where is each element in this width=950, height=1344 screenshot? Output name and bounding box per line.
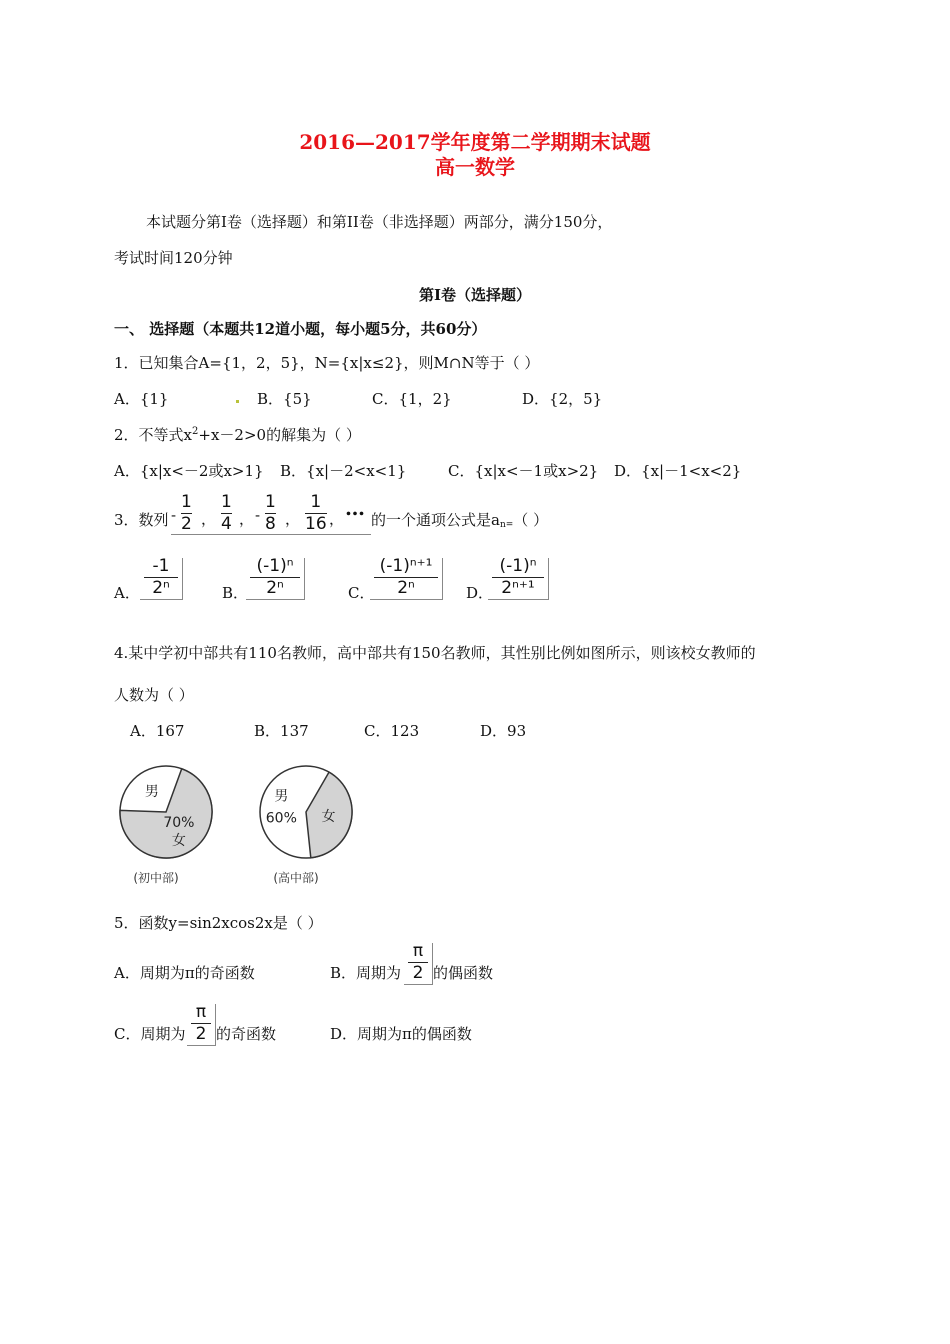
q3-seq-term-3: 1 8 — [265, 492, 276, 534]
pie-female-percent: 70% — [163, 815, 195, 832]
q1-option-c: C．{1，2} — [372, 390, 452, 408]
q2-stem-pre: 2．不等式x — [114, 426, 193, 444]
stray-dot — [236, 400, 239, 403]
q4-option-b: B．137 — [254, 722, 309, 740]
q3-seq-term-2: 1 4 — [221, 492, 232, 534]
q3-stem-post: 的一个通项公式是$a_{n=}$（ ） — [371, 511, 549, 530]
q2-option-b: B．{x|－2<x<1} — [280, 462, 407, 480]
pie-caption: (高中部) — [273, 871, 319, 885]
q3-option-b-fraction: (-1)ⁿ 2ⁿ — [246, 558, 305, 600]
q5-option-c-fraction: π 2 — [187, 1004, 216, 1046]
pie-senior — [260, 766, 352, 885]
q2-option-d: D．{x|－1<x<2} — [614, 462, 742, 480]
pie-male-text: 男 — [144, 784, 159, 800]
q3-option-b-label: B． — [222, 584, 249, 602]
q3-ellipsis: … — [345, 496, 365, 520]
q3-seq-term-1: 1 2 — [181, 492, 192, 534]
q1-option-b: B．{5} — [257, 390, 312, 408]
q3-option-d-fraction: (-1)ⁿ 2ⁿ⁺¹ — [488, 558, 549, 600]
pie-male-percent: 60% — [265, 810, 297, 827]
exam-subject: 高一数学 — [435, 155, 515, 179]
q3-stem-pre: 3．数列 — [114, 511, 169, 529]
q3-seq-sign-3: - — [255, 506, 261, 524]
q3-seq-sign-1: - — [171, 506, 177, 524]
q4-option-d: D．93 — [480, 722, 527, 740]
q2-option-c: C．{x|x<－1或x>2} — [448, 462, 599, 480]
q1-option-d: D．{2，5} — [522, 390, 603, 408]
pie-junior — [120, 766, 212, 885]
q5-option-a: A．周期为π的奇函数 — [114, 964, 255, 982]
q4-stem-line-1: 4.某中学初中部共有110名教师，高中部共有150名教师，其性别比例如图所示，则该校女教师的 — [114, 644, 756, 662]
intro-line-2: 考试时间120分钟 — [114, 249, 233, 267]
q5-option-c-post: 的奇函数 — [216, 1025, 277, 1043]
q2-stem-post: +x－2>0的解集为（ ） — [198, 426, 361, 444]
q1-option-a: A．{1} — [114, 390, 169, 408]
q5-option-b-pre: B．周期为 — [330, 964, 402, 982]
q3-sequence: - 1 2 ， 1 4 ， - 1 8 ， 1 16 ， … — [171, 494, 371, 535]
q3-option-c-label: C． — [348, 584, 375, 602]
q4-option-c: C．123 — [364, 722, 420, 740]
intro-line-1: 本试题分第Ⅰ卷（选择题）和第II卷（非选择题）两部分，满分150分， — [146, 213, 613, 231]
q3-option-c-fraction: (-1)ⁿ⁺¹ 2ⁿ — [370, 558, 443, 600]
q2-option-a: A．{x|x<－2或x>1} — [114, 462, 264, 480]
q4-stem-line-2: 人数为（ ） — [114, 686, 194, 704]
q5-option-b-post: 的偶函数 — [433, 964, 494, 982]
part-heading: 一、 选择题（本题共12道小题，每小题5分，共60分） — [114, 320, 487, 338]
q3-option-d-label: D． — [466, 584, 494, 602]
q3-option-a-label: A． — [114, 584, 140, 602]
q5-stem: 5．函数y=sin2xcos2x是（ ） — [114, 914, 323, 932]
pie-female-text: 女 — [171, 833, 186, 850]
q4-option-a: A．167 — [130, 722, 185, 740]
q5-option-c-pre: C．周期为 — [114, 1025, 186, 1043]
pie-caption: (初中部) — [133, 871, 179, 885]
q4-pie-charts — [112, 756, 372, 892]
pie-male-text: 男 — [274, 788, 289, 805]
q1-stem: 1．已知集合A={1，2，5}，N={x|x≤2}，则M∩N等于（ ） — [114, 354, 540, 372]
q2-stem — [114, 424, 361, 445]
q5-option-b-fraction: π 2 — [404, 943, 433, 985]
q3-seq-term-4: 1 16 — [305, 492, 327, 534]
q3-option-a-fraction: -1 2ⁿ — [140, 558, 183, 600]
pie-female-text: 女 — [321, 808, 336, 825]
q5-option-d: D．周期为π的偶函数 — [330, 1025, 472, 1043]
q2-stem-sup: 2 — [192, 426, 199, 437]
exam-title: 2016—2017学年度第二学期期末试题 — [299, 130, 651, 154]
section-heading: 第Ⅰ卷（选择题） — [418, 286, 532, 304]
